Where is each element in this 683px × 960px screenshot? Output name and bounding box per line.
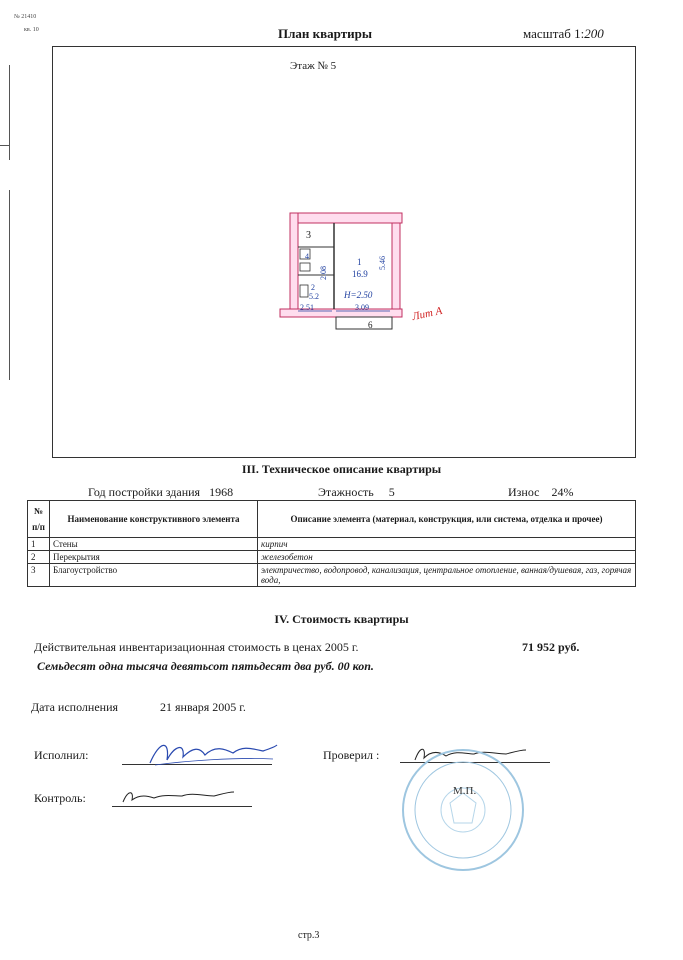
row-num: 1 (28, 538, 50, 551)
room-1-area: 16.9 (352, 269, 368, 279)
room-1-number: 1 (357, 257, 362, 267)
executor-label: Исполнил: (34, 748, 89, 762)
checked-label: Проверил : (323, 748, 380, 762)
row-desc: железобетон (258, 551, 636, 564)
page-number: стр.3 (298, 930, 320, 941)
stamp-label: М.П. (453, 785, 477, 797)
header-name: Наименование конструктивного элемента (50, 501, 258, 538)
header-num: № п/п (28, 501, 50, 538)
official-stamp (398, 745, 528, 875)
apartment-number: кв. 10 (24, 27, 39, 33)
date-label: Дата исполнения (31, 700, 119, 714)
construction-table (27, 500, 636, 587)
year-built: Год постройки здания 1968 (88, 485, 234, 499)
table-header-row (28, 501, 636, 538)
plan-scale: масштаб 1:200 (523, 26, 604, 41)
margin-mark (0, 145, 10, 146)
room-2-number: 2 (311, 283, 315, 292)
cost-value: 71 952 руб. (522, 640, 580, 654)
dim-left-vertical: 2.08 (319, 266, 328, 280)
lit-label: Лит А (411, 304, 444, 324)
row-name: Стены (50, 538, 258, 551)
row-desc: кирпич (258, 538, 636, 551)
dim-bottom-right: 3.09 (355, 303, 369, 312)
row-num: 3 (28, 564, 50, 587)
control-signature (118, 786, 238, 808)
row-name: Благоустройство (50, 564, 258, 587)
margin-mark (9, 190, 10, 380)
table-row (28, 551, 636, 564)
plan-title: План квартиры (278, 26, 372, 41)
executor-signature (145, 735, 280, 770)
header-desc: Описание элемента (материал, конструкция, или система, отделка и прочее) (258, 501, 636, 538)
document-number: № 21410 (14, 14, 37, 20)
room-2-area: 5.2 (309, 292, 319, 301)
floors-count: Этажность 5 (318, 485, 395, 499)
room-3-label: 3 (306, 230, 311, 241)
row-desc: электричество, водопровод, канализация, центральное отопление, ванная/душевая, газ, горячая вода, (258, 564, 636, 587)
ceiling-height: H=2.50 (344, 290, 373, 300)
wear-percent: Износ 24% (508, 485, 574, 499)
date-value: 21 января 2005 г. (160, 700, 246, 714)
cost-label: Действительная инвентаризационная стоимость в ценах 2005 г. (34, 640, 359, 654)
cost-in-words: Семьдесят одна тысяча девятьсот пятьдесят два руб. 00 коп. (37, 659, 374, 673)
section-3-title: III. Техническое описание квартиры (241, 462, 442, 476)
control-label: Контроль: (34, 791, 86, 805)
table-row (28, 564, 636, 587)
floor-label: Этаж № 5 (290, 60, 337, 72)
row-name: Перекрытия (50, 551, 258, 564)
dim-bottom-left: 2.51 (300, 303, 314, 312)
table-row (28, 538, 636, 551)
dim-right-vertical: 5.46 (378, 256, 387, 270)
room-4-label: 4 (305, 252, 309, 261)
section-4-title: IV. Стоимость квартиры (274, 612, 409, 626)
balcony-label: 6 (368, 320, 373, 330)
row-num: 2 (28, 551, 50, 564)
